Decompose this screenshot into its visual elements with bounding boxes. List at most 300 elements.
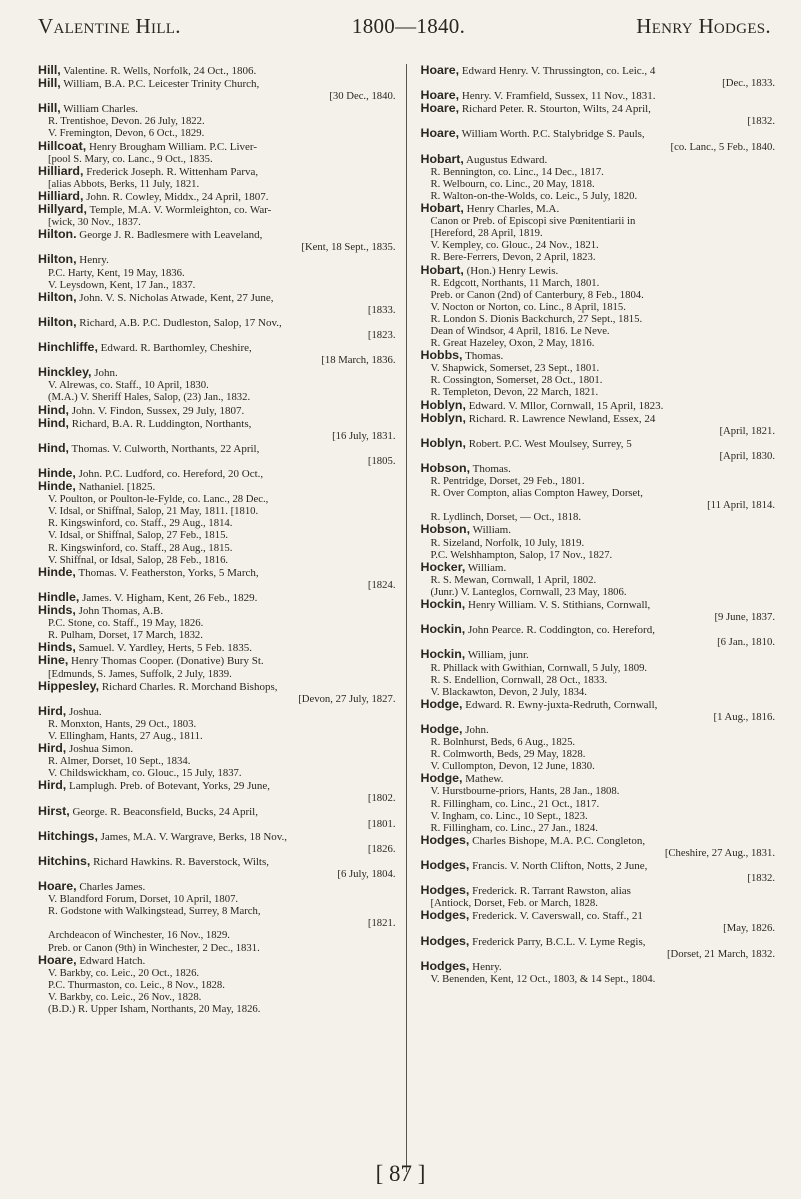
entry-text: R. Fillingham, co. Linc., 27 Jan., 1824.	[430, 821, 598, 834]
clergy-surname: Hind,	[38, 403, 69, 417]
entry-first-line	[38, 705, 396, 718]
entry-text: R. S. Endellion, Cornwall, 28 Oct., 1833.	[430, 673, 608, 686]
entry-line	[38, 629, 396, 641]
header-right: Henry Hodges.	[636, 14, 771, 38]
entry-line	[38, 905, 396, 917]
entry-line	[38, 554, 396, 566]
entry-text: V. Barkby, co. Leic., 26 Nov., 1828.	[48, 990, 202, 1003]
entry-text: Edward Hatch.	[79, 954, 146, 967]
entry-first-line	[38, 165, 396, 178]
entry-line	[421, 537, 776, 549]
clergy-surname: Hoare,	[420, 127, 460, 141]
clergy-surname: Hodge,	[420, 697, 463, 711]
entry-text: R. Fillingham, co. Linc., 21 Oct., 1817.	[430, 797, 600, 810]
entry-first-line	[38, 805, 396, 818]
entry-line	[38, 178, 396, 190]
columns	[38, 64, 775, 1172]
clergy-surname: Hinde,	[38, 467, 76, 480]
entry-text: (Junr.) V. Lanteglos, Cornwall, 23 May, 1806.	[430, 585, 627, 598]
header-center: 1800—1840.	[351, 14, 466, 38]
entry-text: V. Childswickham, co. Glouc., 15 July, 1837.	[48, 767, 242, 780]
entry-first-line	[421, 960, 776, 973]
entry-text: Thomas. V. Culworth, Northants, 22 April,	[71, 442, 260, 455]
entry-line	[38, 267, 396, 279]
clergy-surname: Hockin,	[420, 598, 466, 612]
entry-first-line	[38, 566, 396, 579]
entry-text: V. Blandford Forum, Dorset, 10 April, 1807.	[48, 893, 239, 906]
clergy-surname: Hoare,	[38, 953, 77, 967]
clergy-surname: Hilton,	[38, 253, 77, 267]
register-entry	[38, 480, 396, 566]
running-header	[38, 14, 771, 39]
register-entry	[421, 202, 776, 263]
register-entry	[421, 772, 776, 833]
entry-text: Henry.	[79, 254, 109, 267]
entry-text: William, junr.	[467, 649, 529, 662]
clergy-surname: Hodges,	[420, 884, 470, 898]
entry-text: [1802.	[367, 792, 396, 805]
entry-text: V. Hurstbourne-priors, Hants, 28 Jan., 1808.	[430, 785, 620, 798]
entry-line	[421, 897, 776, 909]
entry-text: Edward. R. Ewny-juxta-Redruth, Cornwall,	[465, 698, 658, 711]
entry-first-line	[38, 442, 396, 455]
entry-text: R. Bere-Ferrers, Devon, 2 April, 1823.	[430, 251, 596, 264]
entry-first-line	[38, 779, 396, 792]
entry-line	[38, 241, 396, 253]
clergy-surname: Hillyard,	[38, 203, 87, 217]
entry-text: R. Welbourn, co. Linc., 20 May, 1818.	[430, 177, 595, 190]
register-entry	[38, 190, 396, 203]
entry-first-line	[421, 412, 776, 425]
entry-first-line	[421, 349, 776, 362]
entry-text: Preb. or Canon (9th) in Winchester, 2 Dec., 1831.	[48, 941, 260, 954]
register-entry	[421, 723, 776, 772]
entry-text: James, M.A. V. Wargrave, Berks, 18 Nov.,	[100, 830, 288, 843]
entry-text: Robert. P.C. West Moulsey, Surrey, 5	[468, 437, 632, 450]
entry-text: R. Monxton, Hants, 29 Oct., 1803.	[48, 717, 197, 730]
clergy-surname: Hilton,	[38, 315, 77, 329]
entry-line	[38, 90, 396, 102]
register-entry	[38, 805, 396, 830]
entry-line	[38, 792, 396, 804]
register-entry	[421, 462, 776, 523]
register-entry	[38, 680, 396, 705]
entry-text: R. Bennington, co. Linc., 14 Dec., 1817.	[430, 165, 604, 178]
entry-text: Preb. or Canon (2nd) of Canterbury, 8 Feb., 1804.	[430, 288, 644, 301]
entry-first-line	[38, 64, 396, 77]
entry-text: Joshua.	[68, 705, 102, 718]
register-entry	[421, 523, 776, 560]
entry-line	[421, 337, 776, 349]
entry-line	[38, 379, 396, 391]
entry-text: R. Pulham, Dorset, 17 March, 1832.	[48, 629, 203, 642]
entry-text: V. Ellingham, Hants, 27 Aug., 1811.	[48, 729, 203, 742]
entry-text: R. Almer, Dorset, 10 Sept., 1834.	[48, 755, 191, 768]
entry-text: John Pearce. R. Coddington, co. Hereford,	[468, 624, 655, 637]
entry-line	[421, 711, 776, 723]
entry-line	[38, 493, 396, 505]
entry-line	[38, 430, 396, 442]
clergy-surname: Hodge,	[420, 722, 463, 736]
clergy-surname: Hodge,	[420, 772, 463, 786]
entry-line	[38, 868, 396, 880]
entry-text: R. Cossington, Somerset, 28 Oct., 1801.	[430, 374, 603, 387]
clergy-surname: Hinckley,	[38, 366, 92, 380]
register-entry	[38, 604, 396, 641]
entry-text: Richard, B.A. R. Luddington, Northants,	[71, 417, 252, 430]
entry-text: John.	[94, 367, 118, 380]
entry-text: V. Benenden, Kent, 12 Oct., 1803, & 14 Sept., 1804.	[430, 972, 656, 985]
clergy-surname: Hoare,	[420, 89, 460, 103]
entry-text: Francis. V. North Clifton, Notts, 2 June,	[472, 860, 648, 872]
entry-line	[421, 301, 776, 313]
entry-text: R. S. Mewan, Cornwall, 1 April, 1802.	[430, 573, 597, 586]
clergy-surname: Hird,	[38, 779, 67, 793]
entry-text: R. Pentridge, Dorset, 29 Feb., 1801.	[430, 475, 585, 488]
clergy-surname: Hird,	[38, 742, 67, 756]
entry-line	[421, 325, 776, 337]
entry-text: Valentine. R. Wells, Norfolk, 24 Oct., 1806.	[63, 65, 257, 77]
register-entry	[421, 598, 776, 623]
entry-text: William Worth. P.C. Stalybridge S. Pauls,	[461, 128, 645, 141]
entry-line	[38, 893, 396, 905]
clergy-surname: Hoblyn,	[420, 398, 466, 412]
entry-line	[421, 662, 776, 674]
clergy-surname: Hitchings,	[38, 829, 98, 843]
entry-first-line	[38, 366, 396, 379]
entry-text: Richard Charles. R. Morchand Bishops,	[101, 680, 278, 693]
entry-text: John. V. S. Nicholas Atwade, Kent, 27 June,	[79, 291, 274, 304]
page-number: [ 87 ]	[375, 1161, 426, 1186]
entry-text: V. Kempley, co. Glouc., 24 Nov., 1821.	[430, 239, 599, 252]
entry-text: V. Shapwick, Somerset, 23 Sept., 1801.	[430, 362, 600, 375]
entry-text: V. Nocton or Norton, co. Linc., 8 April, 1815.	[430, 300, 626, 313]
entry-line	[38, 818, 396, 830]
entry-text: [Dec., 1833.	[722, 77, 775, 90]
entry-text: [wick, 30 Nov., 1837.	[48, 216, 141, 229]
clergy-surname: Hoblyn,	[420, 436, 466, 450]
clergy-surname: Hodges,	[420, 859, 470, 872]
entry-text: R. Trentishoe, Devon. 26 July, 1822.	[48, 115, 205, 128]
entry-line	[38, 279, 396, 291]
entry-text: Henry. V. Framfield, Sussex, 11 Nov., 1831.	[461, 90, 656, 103]
register-entry	[38, 291, 396, 316]
entry-text: Henry Thomas Cooper. (Donative) Bury St.	[71, 655, 264, 668]
entry-text: [Antiock, Dorset, Feb. or March, 1828.	[430, 897, 598, 910]
clergy-surname: Hobbs,	[420, 349, 463, 363]
entry-text: Thomas.	[465, 350, 504, 363]
entry-text: [1 Aug., 1816.	[713, 710, 775, 723]
clergy-surname: Hinde,	[38, 480, 76, 494]
entry-text: V. Blackawton, Devon, 2 July, 1834.	[430, 685, 587, 698]
clergy-surname: Hill,	[38, 64, 61, 77]
entry-line	[38, 668, 396, 680]
entry-first-line	[38, 654, 396, 667]
entry-text: [1826.	[367, 842, 396, 855]
entry-line	[421, 810, 776, 822]
entry-first-line	[421, 909, 776, 922]
entry-first-line	[421, 462, 776, 475]
entry-text: George J. R. Badlesmere with Leaveland,	[79, 229, 263, 242]
register-entry	[38, 366, 396, 403]
entry-first-line	[38, 140, 396, 153]
clergy-surname: Hind,	[38, 441, 69, 455]
register-entry	[38, 705, 396, 742]
entry-text: [1805.	[367, 454, 396, 467]
entry-line	[421, 141, 776, 153]
entry-text: V. Leysdown, Kent, 17 Jan., 1837.	[48, 278, 196, 291]
clergy-surname: Hilton.	[38, 228, 77, 242]
entry-line	[421, 611, 776, 623]
entry-line	[38, 115, 396, 127]
register-entry	[421, 349, 776, 398]
entry-line	[38, 542, 396, 554]
entry-line	[38, 517, 396, 529]
entry-text: Nathaniel. [1825.	[78, 481, 156, 494]
entry-first-line	[421, 834, 776, 847]
right-column	[407, 64, 776, 1172]
register-entry	[38, 954, 396, 1015]
entry-line	[421, 586, 776, 598]
entry-line	[38, 767, 396, 779]
entry-first-line	[38, 253, 396, 266]
clergy-surname: Hodges,	[420, 934, 470, 948]
entry-text: Frederick Parry, B.C.L. V. Lyme Regis,	[472, 935, 646, 948]
entry-text: Archdeacon of Winchester, 16 Nov., 1829.	[48, 929, 230, 942]
entry-first-line	[421, 561, 776, 574]
entry-text: [1821.	[367, 917, 396, 930]
entry-text: [Kent, 18 Sept., 1835.	[301, 241, 396, 254]
entry-text: [1833.	[367, 303, 396, 316]
entry-text: (B.D.) R. Upper Isham, Northants, 20 May, 1826.	[48, 1003, 261, 1016]
entry-first-line	[38, 830, 396, 843]
entry-line	[38, 755, 396, 767]
entry-first-line	[38, 480, 396, 493]
entry-text: P.C. Thurmaston, co. Leic., 8 Nov., 1828.	[48, 978, 225, 991]
entry-line	[421, 239, 776, 251]
entry-line	[421, 166, 776, 178]
entry-first-line	[38, 341, 396, 354]
clergy-surname: Hobart,	[420, 263, 464, 277]
entry-line	[38, 979, 396, 991]
clergy-surname: Hilliard,	[38, 189, 84, 203]
entry-text: Mathew.	[465, 773, 504, 786]
register-entry	[38, 880, 396, 954]
clergy-surname: Hindle,	[38, 590, 80, 604]
entry-text: William, B.A. P.C. Leicester Trinity Church,	[63, 78, 260, 91]
entry-line	[38, 843, 396, 855]
clergy-surname: Hockin,	[420, 623, 466, 637]
entry-first-line	[38, 404, 396, 417]
entry-line	[38, 579, 396, 591]
register-entry	[421, 884, 776, 909]
register-entry	[421, 64, 776, 89]
entry-first-line	[421, 399, 776, 412]
entry-text: [Devon, 27 July, 1827.	[298, 692, 396, 705]
entry-line	[421, 190, 776, 202]
register-entry	[38, 404, 396, 417]
entry-text: John Thomas, A.B.	[78, 605, 164, 618]
entry-text: [11 April, 1814.	[707, 499, 775, 512]
entry-line	[421, 313, 776, 325]
register-entry	[421, 102, 776, 127]
entry-line	[421, 115, 776, 127]
entry-line	[421, 425, 776, 437]
entry-text: Frederick Joseph. R. Wittenham Parva,	[86, 165, 259, 178]
entry-text: [Dorset, 21 March, 1832.	[666, 947, 775, 960]
entry-text: R. Lydlinch, Dorset, — Oct., 1818.	[430, 511, 582, 524]
entry-line	[38, 529, 396, 541]
entry-text: V. Idsal, or Shiffnal, Salop, 27 Feb., 1815.	[48, 529, 229, 542]
entry-text: (Hon.) Henry Lewis.	[466, 264, 559, 277]
entry-text: R. Colmworth, Beds, 29 May, 1828.	[430, 748, 586, 761]
entry-text: [30 Dec., 1840.	[329, 90, 396, 103]
entry-line	[38, 153, 396, 165]
entry-line	[421, 574, 776, 586]
entry-text: R. Kingswinford, co. Staff., 28 Aug., 1815.	[48, 541, 233, 554]
register-entry	[421, 399, 776, 412]
entry-text: Henry Brougham William. P.C. Liver-	[88, 140, 258, 153]
entry-text: V. Poulton, or Poulton-le-Fylde, co. Lanc., 28 Dec.,	[48, 493, 269, 506]
entry-first-line	[38, 102, 396, 115]
entry-first-line	[38, 591, 396, 604]
clergy-surname: Hoblyn,	[420, 411, 466, 425]
entry-text: R. Godstone with Walkingstead, Surrey, 8 March,	[48, 905, 261, 918]
entry-first-line	[38, 417, 396, 430]
entry-first-line	[421, 772, 776, 785]
entry-line	[421, 178, 776, 190]
entry-line	[421, 822, 776, 834]
register-entry	[421, 698, 776, 723]
entry-text: [Edmunds, S. James, Suffolk, 2 July, 1839.	[48, 667, 232, 680]
entry-text: [co. Lanc., 5 Feb., 1840.	[670, 140, 775, 153]
entry-text: Richard, A.B. P.C. Dudleston, Salop, 17 Nov.,	[79, 316, 282, 329]
clergy-surname: Hobson,	[420, 462, 471, 475]
entry-line	[421, 674, 776, 686]
entry-text: John. V. Findon, Sussex, 29 July, 1807.	[71, 404, 245, 417]
entry-first-line	[421, 437, 776, 450]
entry-text: Dean of Windsor, 4 April, 1816. Le Neve.	[430, 324, 610, 337]
entry-first-line	[421, 648, 776, 661]
register-entry	[38, 341, 396, 366]
entry-line	[38, 391, 396, 403]
entry-first-line	[421, 202, 776, 215]
clergy-surname: Hind,	[38, 416, 69, 430]
register-entry	[421, 960, 776, 985]
entry-line	[421, 798, 776, 810]
clergy-surname: Hobson,	[420, 523, 471, 537]
register-entry	[38, 641, 396, 654]
entry-line	[421, 289, 776, 301]
entry-text: V. Cullompton, Devon, 12 June, 1830.	[430, 760, 595, 773]
entry-line	[38, 929, 396, 941]
entry-line	[421, 686, 776, 698]
entry-line	[421, 362, 776, 374]
entry-text: Henry Charles, M.A.	[466, 203, 560, 216]
register-entry	[38, 779, 396, 804]
entry-text: R. Bolnhurst, Beds, 6 Aug., 1825.	[430, 736, 576, 749]
entry-text: Thomas.	[472, 463, 511, 475]
entry-first-line	[38, 880, 396, 893]
clergy-surname: Hinds,	[38, 604, 76, 618]
entry-text: [May, 1826.	[723, 922, 775, 935]
entry-text: R. Over Compton, alias Compton Hawey, Dorset,	[430, 487, 643, 500]
entry-line	[421, 636, 776, 648]
clergy-surname: Hocker,	[420, 560, 466, 574]
register-entry	[38, 253, 396, 290]
clergy-surname: Hinchliffe,	[38, 341, 98, 355]
entry-line	[421, 487, 776, 499]
entry-text: James. V. Higham, Kent, 26 Feb., 1829.	[82, 591, 258, 604]
entry-text: Frederick. R. Tarrant Rawston, alias	[472, 885, 631, 898]
entry-text: Frederick. V. Caverswall, co. Staff., 21	[472, 910, 643, 923]
entry-first-line	[421, 859, 776, 872]
entry-text: V. Barkby, co. Leic., 20 Oct., 1826.	[48, 966, 200, 979]
register-entry	[421, 859, 776, 884]
register-entry	[38, 165, 396, 190]
entry-first-line	[421, 598, 776, 611]
entry-line	[38, 455, 396, 467]
entry-line	[421, 499, 776, 511]
clergy-surname: Hill,	[38, 77, 61, 91]
clergy-surname: Hill,	[38, 102, 61, 116]
entry-text: William.	[472, 524, 511, 537]
entry-first-line	[421, 884, 776, 897]
entry-text: V. Shiffnal, or Idsal, Salop, 28 Feb., 1816.	[48, 553, 229, 566]
clergy-surname: Hillcoat,	[38, 139, 87, 153]
register-entry	[421, 127, 776, 152]
entry-text: Samuel. V. Yardley, Herts, 5 Feb. 1835.	[78, 642, 252, 655]
entry-line	[421, 847, 776, 859]
entry-text: William Charles.	[63, 103, 138, 116]
clergy-surname: Hoare,	[38, 880, 77, 894]
entry-text: George. R. Beaconsfield, Bucks, 24 April,	[72, 805, 258, 818]
entry-text: William.	[467, 561, 507, 574]
clergy-surname: Hoare,	[420, 102, 460, 116]
entry-text: [alias Abbots, Berks, 11 July, 1821.	[48, 177, 200, 190]
entry-first-line	[421, 127, 776, 140]
clergy-surname: Hine,	[38, 654, 69, 668]
entry-text: V. Fremington, Devon, 6 Oct., 1829.	[48, 127, 205, 140]
entry-line	[38, 127, 396, 139]
entry-first-line	[421, 623, 776, 636]
entry-line	[421, 549, 776, 561]
header-left: Valentine Hill.	[38, 14, 181, 38]
clergy-surname: Hinde,	[38, 565, 76, 579]
entry-text: V. Ingham, co. Linc., 10 Sept., 1823.	[430, 809, 588, 822]
entry-text: Augustus Edward.	[466, 153, 548, 166]
entry-first-line	[38, 203, 396, 216]
entry-line	[421, 475, 776, 487]
entry-text: R. Great Hazeley, Oxon, 2 May, 1816.	[430, 337, 595, 350]
register-entry	[421, 264, 776, 350]
register-entry	[38, 64, 396, 77]
entry-text: [April, 1821.	[719, 424, 775, 437]
register-entry	[38, 442, 396, 467]
register-entry	[38, 316, 396, 341]
entry-line	[38, 693, 396, 705]
register-entry	[38, 830, 396, 855]
entry-line	[38, 991, 396, 1003]
entry-text: [6 July, 1804.	[337, 868, 396, 880]
entry-first-line	[421, 523, 776, 536]
left-column	[38, 64, 407, 1172]
entry-text: John.	[465, 723, 489, 736]
entry-line	[421, 374, 776, 386]
entry-text: R. Phillack with Gwithian, Cornwall, 5 July, 1809.	[430, 661, 648, 674]
entry-first-line	[421, 935, 776, 948]
entry-text: Lamplugh. Preb. of Botevant, Yorks, 29 June,	[68, 780, 271, 793]
